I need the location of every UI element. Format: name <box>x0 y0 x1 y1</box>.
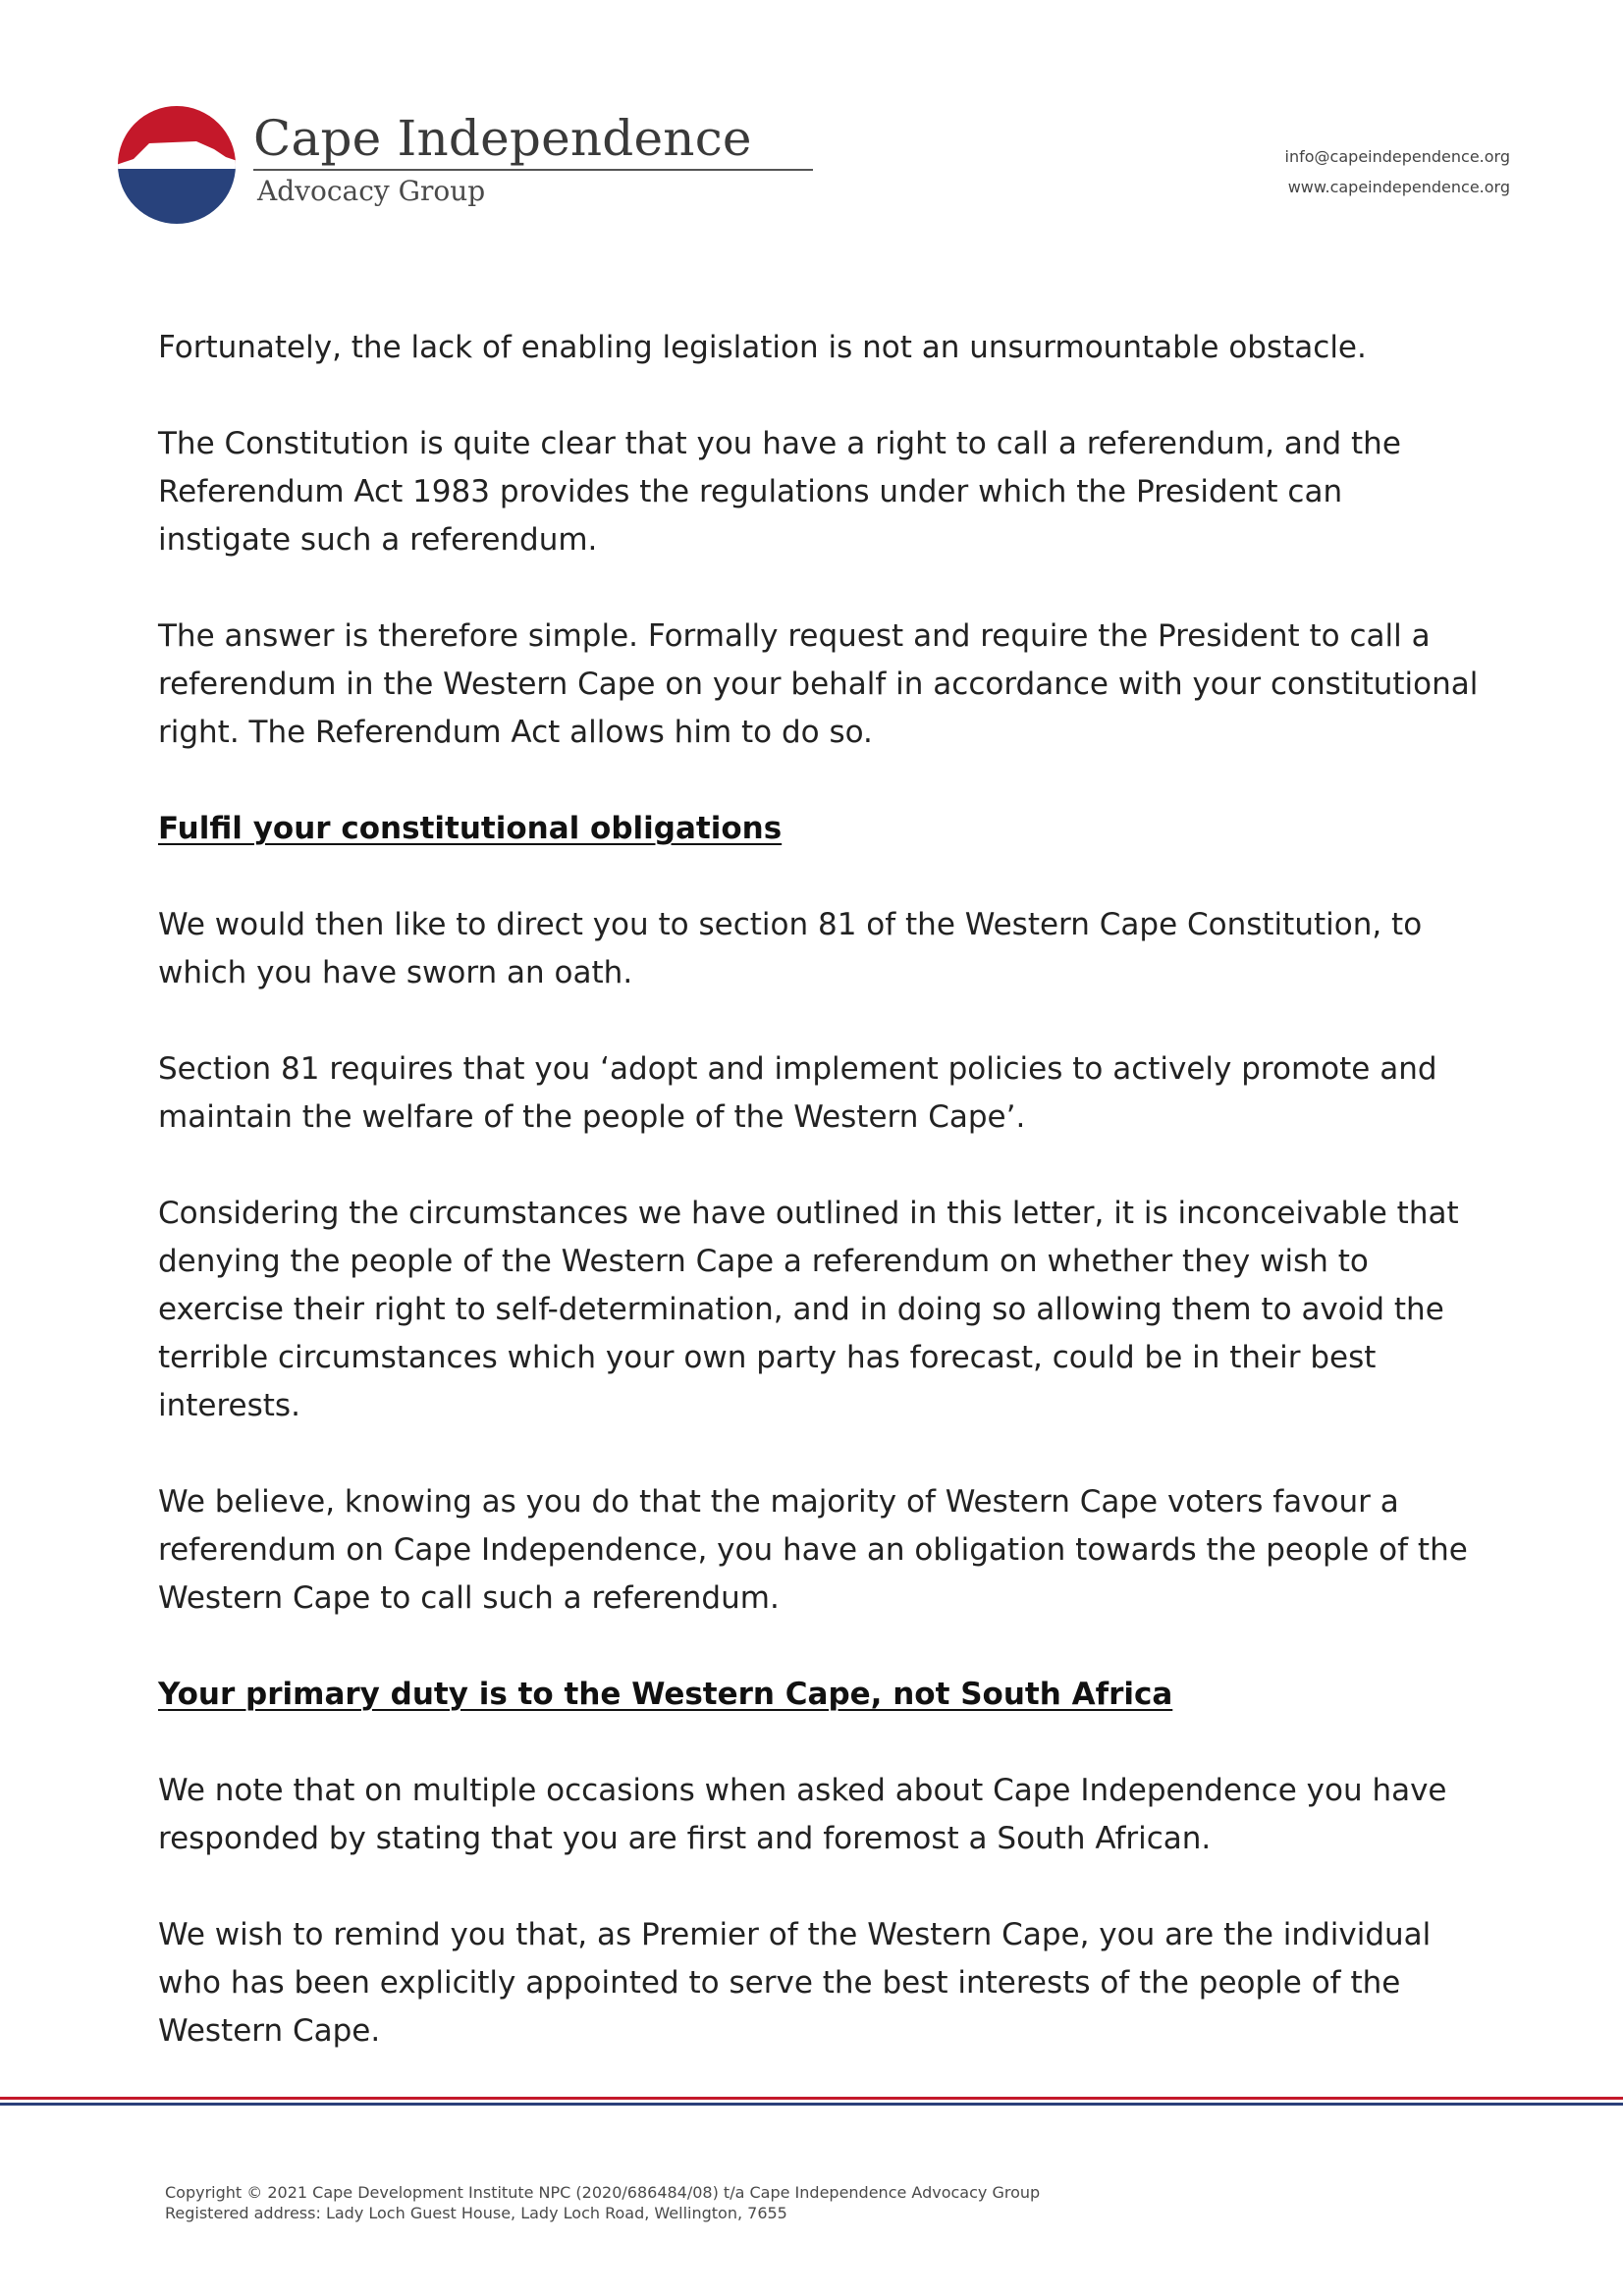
paragraph: Fortunately, the lack of enabling legislation is not an unsurmountable obstacle. <box>158 330 1367 365</box>
brand-divider <box>253 169 813 171</box>
copyright-notice: Copyright © 2021 Cape Development Institute NPC (2020/686484/08) t/a Cape Independence Advocacy Group <box>165 2183 1041 2202</box>
paragraph: We note that on multiple occasions when asked about Cape Independence you have responded by stating that you are first and foremost a South African. <box>158 1773 1447 1856</box>
letter-body <box>158 324 1484 2104</box>
registered-address: Registered address: Lady Loch Guest House, Lady Loch Road, Wellington, 7655 <box>165 2204 787 2222</box>
brand-subtitle: Advocacy Group <box>257 175 486 207</box>
section-heading: Your primary duty is to the Western Cape, not South Africa <box>158 1677 1173 1712</box>
footer-rule-navy <box>0 2103 1623 2106</box>
brand-name: Cape Independence <box>253 110 752 167</box>
logo-blue-half <box>116 165 238 226</box>
footer-rule-red <box>0 2097 1623 2100</box>
footer <box>165 2182 1040 2223</box>
letterhead <box>116 104 1510 232</box>
contact-website[interactable]: www.capeindependence.org <box>1287 178 1510 196</box>
paragraph: The Constitution is quite clear that you have a right to call a referendum, and the Referendum Act 1983 provides the regulations under which the President can instigate such a referendum. <box>158 426 1401 558</box>
paragraph: We would then like to direct you to section 81 of the Western Cape Constitution, to which you have sworn an oath. <box>158 907 1423 990</box>
contact-email[interactable]: info@capeindependence.org <box>1284 147 1510 166</box>
cape-independence-logo <box>116 104 238 226</box>
paragraph: The answer is therefore simple. Formally request and require the President to call a referendum in the Western Cape on your behalf in accordance with your constitutional right. The Referendum Act allows him to do so. <box>158 618 1479 750</box>
paragraph: Section 81 requires that you ‘adopt and implement policies to actively promote and maintain the welfare of the people of the Western Cape’. <box>158 1051 1437 1135</box>
section-heading: Fulfil your constitutional obligations <box>158 811 783 846</box>
contact-info <box>1285 141 1510 202</box>
paragraph: We wish to remind you that, as Premier of the Western Cape, you are the individual who has been explicitly appointed to serve the best interests of the people of the Western Cape. <box>158 1917 1432 2049</box>
paragraph: We believe, knowing as you do that the majority of Western Cape voters favour a referendum on Cape Independence, you have an obligation towards the people of the Western Cape to call such a referendum. <box>158 1484 1468 1616</box>
paragraph: Considering the circumstances we have outlined in this letter, it is inconceivable that denying the people of the Western Cape a referendum on whether they wish to exercise their right to self-determination, and in doing so allowing them to avoid the terrible circumstances which your own party has forecast, could be in their best interests. <box>158 1196 1459 1423</box>
footer-divider <box>0 2097 1623 2109</box>
